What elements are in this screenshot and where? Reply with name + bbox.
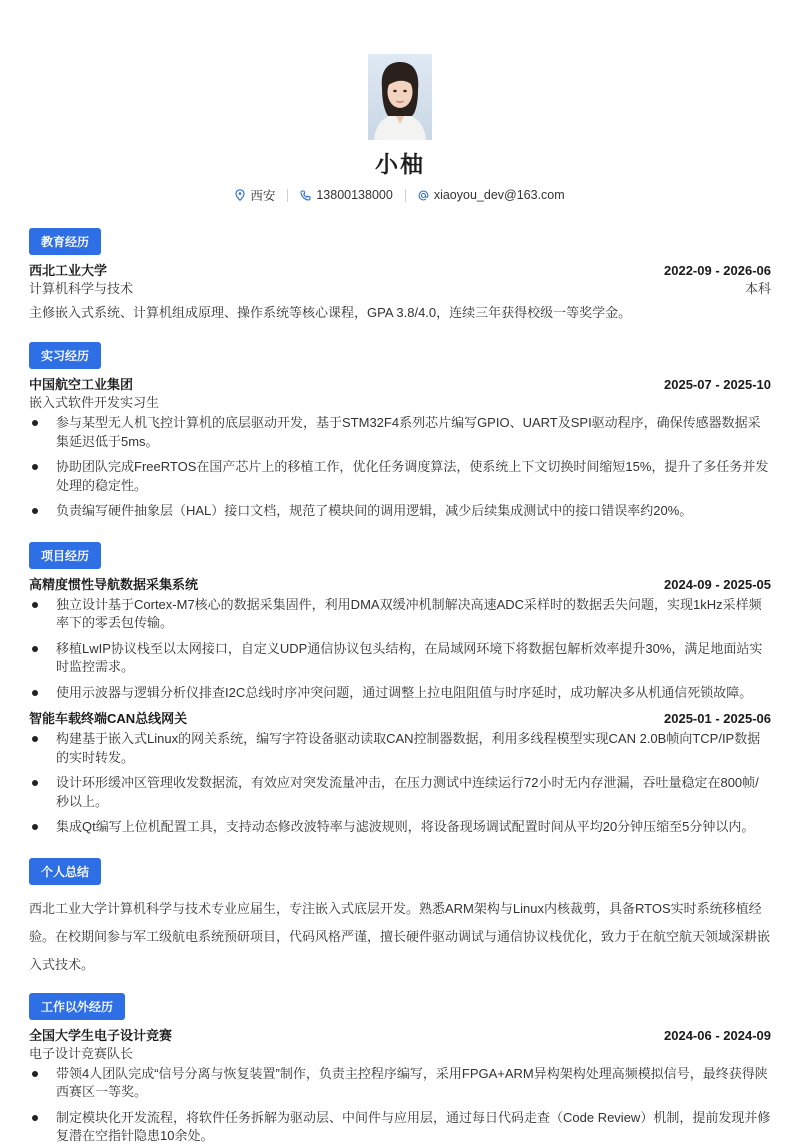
project-title: 智能车载终端CAN总线网关 bbox=[29, 711, 188, 726]
internship-period: 2025-07 - 2025-10 bbox=[664, 377, 771, 392]
list-item: 移植LwIP协议栈至以太网接口，自定义UDP通信协议包头结构，在局域网环境下将数据包解析效率提升30%，满足地面站实时监控需求。 bbox=[29, 640, 771, 677]
list-item: 带领4人团队完成“信号分离与恢复装置”制作，负责主控程序编写，采用FPGA+ARM异构架构处理高频模拟信号，最终获得陕西赛区一等奖。 bbox=[29, 1065, 771, 1102]
internship-row bbox=[29, 376, 771, 394]
project-title: 高精度惯性导航数据采集系统 bbox=[29, 576, 199, 592]
list-item: 独立设计基于Cortex-M7核心的数据采集固件，利用DMA双缓冲机制解决高速ADC采样时的数据丢失问题，实现1kHz采样频率下的零丢包传输。 bbox=[29, 596, 771, 633]
phone-text: 13800138000 bbox=[316, 188, 393, 202]
company-name: 中国航空工业集团 bbox=[29, 377, 134, 392]
education-tag: 教育经历 bbox=[29, 228, 101, 255]
internship-bullets bbox=[29, 414, 771, 521]
list-item: 设计环形缓冲区管理收发数据流，有效应对突发流量冲击，在压力测试中连续运行72小时无内存泄漏，吞吐量稳定在800帧/秒以上。 bbox=[29, 774, 771, 811]
location-text: 西安 bbox=[250, 189, 276, 203]
other-experience-section bbox=[29, 979, 771, 1146]
contact-bar bbox=[29, 186, 771, 204]
other-bullets bbox=[29, 1065, 771, 1146]
competition-title: 全国大学生电子设计竞赛 bbox=[29, 1027, 173, 1043]
projects-section bbox=[29, 528, 771, 837]
projects-tag: 项目经历 bbox=[29, 542, 101, 569]
project-row bbox=[29, 576, 771, 594]
internship-tag: 实习经历 bbox=[29, 342, 101, 369]
education-description: 主修嵌入式系统、计算机组成原理、操作系统等核心课程，GPA 3.8/4.0，连续三年获得校级一等奖学金。 bbox=[29, 305, 632, 320]
list-item: 制定模块化开发流程，将软件任务拆解为驱动层、中间件与应用层，通过每日代码走查（Code Review）机制，提前发现并修复潜在空指针隐患10余处。 bbox=[29, 1109, 771, 1146]
contact-email bbox=[418, 188, 565, 202]
summary-text: 西北工业大学计算机科学与技术专业应届生，专注嵌入式底层开发。熟悉ARM架构与Linux内核裁剪，具备RTOS实时系统移植经验。在校期间参与军工级航电系统预研项目，代码风格严谨，擅长硬件驱动调试与通信协议栈优化，致力于在航空航天领域深耕嵌入式技术。 bbox=[29, 900, 771, 972]
profile-photo bbox=[368, 54, 432, 140]
contact-divider bbox=[287, 189, 288, 202]
education-subrow bbox=[29, 280, 771, 298]
project-period: 2024-09 - 2025-05 bbox=[664, 576, 771, 592]
map-pin-icon bbox=[235, 189, 245, 201]
summary-section bbox=[29, 844, 771, 979]
list-item: 集成Qt编写上位机配置工具，支持动态修改波特率与滤波规则，将设备现场调试配置时间从平均20分钟压缩至5分钟以内。 bbox=[29, 818, 771, 837]
list-item: 使用示波器与逻辑分析仪排查I2C总线时序冲突问题，通过调整上拉电阻阻值与时序延时，成功解决多从机通信死锁故障。 bbox=[29, 684, 771, 703]
at-sign-icon bbox=[418, 190, 429, 201]
list-item: 负责编写硬件抽象层（HAL）接口文档，规范了模块间的调用逻辑，减少后续集成测试中的接口错误率约20%。 bbox=[29, 502, 771, 521]
degree-level: 本科 bbox=[744, 281, 771, 296]
competition-period: 2024-06 - 2024-09 bbox=[664, 1027, 771, 1043]
resume-header bbox=[29, 0, 771, 204]
list-item: 协助团队完成FreeRTOS在国产芯片上的移植工作，优化任务调度算法，使系统上下文切换时间缩短15%，提升了多任务并发处理的稳定性。 bbox=[29, 458, 771, 495]
internship-section bbox=[29, 328, 771, 521]
list-item: 参与某型无人机飞控计算机的底层驱动开发，基于STM32F4系列芯片编写GPIO、UART及SPI驱动程序，确保传感器数据采集延迟低于5ms。 bbox=[29, 414, 771, 451]
other-row bbox=[29, 1027, 771, 1045]
list-item: 构建基于嵌入式Linux的网关系统，编写字符设备驱动读取CAN控制器数据，利用多线程模型实现CAN 2.0B帧向TCP/IP数据的实时转发。 bbox=[29, 730, 771, 767]
competition-role: 电子设计竞赛队长 bbox=[29, 1045, 134, 1061]
internship-role: 嵌入式软件开发实习生 bbox=[29, 395, 160, 410]
education-row bbox=[29, 262, 771, 280]
internship-subrow bbox=[29, 394, 771, 412]
project-period: 2025-01 - 2025-06 bbox=[664, 711, 771, 726]
education-period: 2022-09 - 2026-06 bbox=[664, 263, 771, 278]
summary-tag: 个人总结 bbox=[29, 858, 101, 885]
major-name: 计算机科学与技术 bbox=[29, 281, 134, 296]
phone-icon bbox=[300, 190, 311, 201]
project-bullets bbox=[29, 596, 771, 703]
contact-phone bbox=[300, 188, 392, 202]
education-section bbox=[29, 214, 771, 322]
other-experience-tag: 工作以外经历 bbox=[29, 993, 125, 1020]
other-subrow bbox=[29, 1045, 771, 1063]
contact-divider bbox=[405, 189, 406, 202]
candidate-name: 小柚 bbox=[375, 151, 425, 177]
school-name: 西北工业大学 bbox=[29, 263, 108, 278]
project-bullets bbox=[29, 730, 771, 837]
email-text: xiaoyou_dev@163.com bbox=[433, 188, 565, 202]
project-row bbox=[29, 710, 771, 728]
contact-location bbox=[235, 186, 275, 204]
